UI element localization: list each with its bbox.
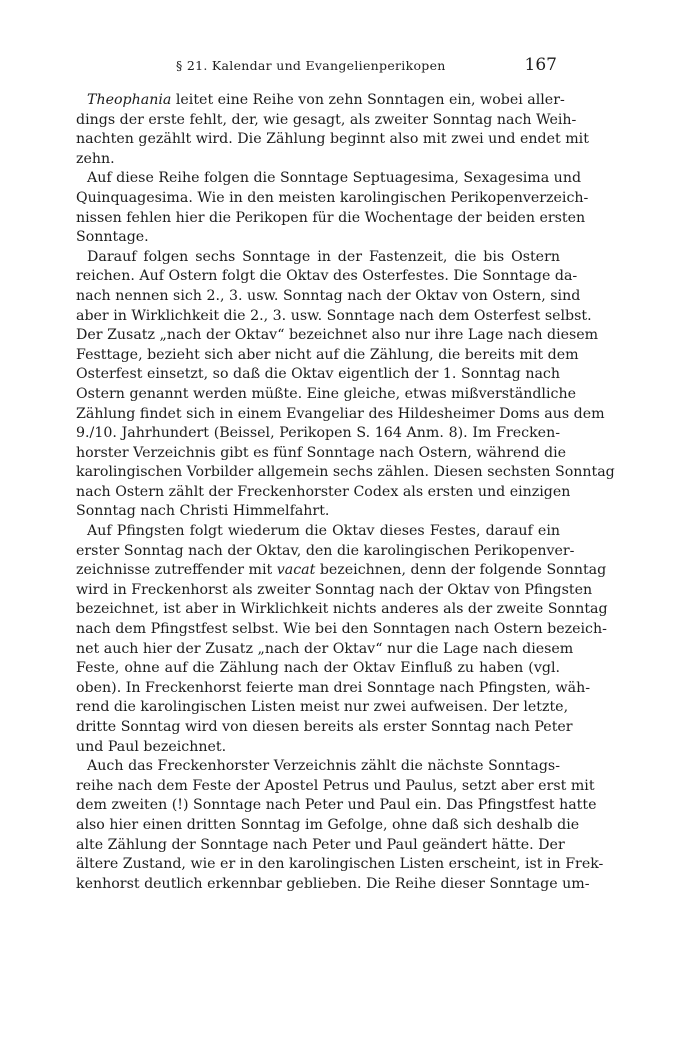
text-line	[76, 522, 560, 542]
text-line	[76, 169, 582, 189]
text-run: Osterfest einsetzt, so daß die Oktav eigentlich der 1. Sonntag nach	[76, 366, 560, 383]
text-run: Ostern genannt werden müßte. Eine gleiche, etwas mißverständliche	[76, 385, 576, 402]
text-line	[76, 307, 592, 327]
text-run: nach nennen sich 2., 3. usw. Sonntag nach der Oktav von Ostern, sind	[76, 287, 581, 304]
text-run: Feste, ohne auf die Zählung nach der Oktav Einfluß zu haben (vgl.	[76, 660, 560, 677]
page-header	[0, 55, 700, 80]
text-run: bezeichnet, ist aber in Wirklichkeit nichts anderes als der zweite Sonntag	[76, 601, 608, 618]
text-line	[76, 228, 560, 248]
text-line	[76, 757, 560, 777]
text-line	[76, 816, 580, 836]
text-line	[76, 640, 574, 660]
text-line	[76, 659, 560, 679]
text-line	[76, 777, 595, 797]
text-line	[76, 542, 575, 562]
text-run: zehn.	[76, 150, 115, 167]
text-run: Quinquagesima. Wie in den meisten karolingischen Perikopenverzeich-	[76, 189, 589, 206]
text-line	[76, 209, 586, 229]
text-line	[76, 91, 565, 111]
text-line	[76, 483, 571, 503]
text-line	[76, 444, 567, 464]
text-run: Festtage, bezieht sich aber nicht auf die Zählung, die bereits mit dem	[76, 346, 579, 363]
text-line	[76, 287, 581, 307]
text-run: oben). In Freckenhorst feierte man drei Sonntage nach Pfingsten, wäh-	[76, 679, 591, 696]
text-line	[76, 561, 607, 581]
running-head: § 21. Kalendar und Evangelienperikopen	[176, 58, 446, 73]
text-run: reihe nach dem Feste der Apostel Petrus und Paulus, setzt aber erst mit	[76, 777, 595, 794]
text-run: nach dem Pfingstfest selbst. Wie bei den Sonntagen nach Ostern bezeich-	[76, 621, 607, 638]
text-run: rend die karolingischen Listen meist nur zwei aufweisen. Der letzte,	[76, 699, 569, 716]
text-run: wird in Freckenhorst als zweiter Sonntag nach der Oktav von Pfingsten	[76, 581, 593, 598]
text-line	[76, 875, 590, 895]
text-line	[76, 463, 615, 483]
text-run: kenhorst deutlich erkennbar geblieben. Die Reihe dieser Sonntage um-	[76, 875, 590, 892]
italic-term: vacat	[276, 562, 316, 579]
text-line	[76, 502, 560, 522]
text-line	[76, 796, 597, 816]
text-line	[76, 189, 589, 209]
text-line	[76, 111, 577, 131]
text-run: nissen fehlen hier die Perikopen für die Wochentage der beiden ersten	[76, 209, 586, 226]
text-line	[76, 718, 573, 738]
text-run: bezeichnen, denn der folgende Sonntag	[315, 562, 607, 579]
text-run: net auch hier der Zusatz „nach der Oktav“ nur die Lage nach diesem	[76, 640, 574, 657]
text-line	[76, 698, 569, 718]
text-line	[76, 346, 579, 366]
text-line	[76, 365, 560, 385]
text-run: Auf diese Reihe folgen die Sonntage Septuagesima, Sexagesima und	[87, 170, 582, 187]
text-run: zeichnisse zutreffender mit	[76, 562, 277, 579]
text-run: karolingischen Vorbilder allgemein sechs zählen. Diesen sechsten Sonntag	[76, 464, 615, 481]
text-line	[76, 424, 560, 444]
text-run: alte Zählung der Sonntage nach Peter und Paul geändert hätte. Der	[76, 836, 565, 853]
text-line	[76, 738, 560, 758]
page-number: 167	[524, 55, 557, 75]
text-line	[76, 620, 607, 640]
text-line	[76, 130, 589, 150]
text-run: reichen. Auf Ostern folgt die Oktav des Osterfestes. Die Sonntage da-	[76, 268, 578, 285]
body-text	[76, 91, 615, 894]
text-run: Auch das Freckenhorster Verzeichnis zählt die nächste Sonntags-	[87, 758, 560, 775]
text-run: Auf Pfingsten folgt wiederum die Oktav dieses Festes, darauf ein	[87, 523, 560, 540]
italic-term: Theophania	[87, 92, 172, 108]
text-run: Sonntage.	[76, 229, 149, 246]
text-run: Zählung findet sich in einem Evangeliar des Hildesheimer Doms aus dem	[76, 405, 605, 422]
text-run: ältere Zustand, wie er in den karolingischen Listen erscheint, ist in Frek-	[76, 856, 604, 873]
text-run: nach Ostern zählt der Freckenhorster Codex als ersten und einzigen	[76, 483, 571, 500]
text-run: erster Sonntag nach der Oktav, den die karolingischen Perikopenver-	[76, 542, 575, 559]
text-line	[76, 405, 605, 425]
text-line	[76, 581, 593, 601]
text-run: dem zweiten (!) Sonntage nach Peter und Paul ein. Das Pfingstfest hatte	[76, 797, 597, 814]
text-run: dings der erste fehlt, der, wie gesagt, als zweiter Sonntag nach Weih-	[76, 111, 577, 128]
text-line	[76, 600, 608, 620]
text-line	[76, 836, 565, 856]
text-run: nachten gezählt wird. Die Zählung beginnt also mit zwei und endet mit	[76, 131, 589, 148]
text-line	[76, 385, 576, 405]
text-run: also hier einen dritten Sonntag im Gefolge, ohne daß sich deshalb die	[76, 816, 580, 833]
text-run: leitet eine Reihe von zehn Sonntagen ein, wobei aller-	[171, 92, 565, 108]
text-run: aber in Wirklichkeit die 2., 3. usw. Sonntage nach dem Osterfest selbst.	[76, 307, 592, 324]
text-line	[76, 267, 578, 287]
text-line	[76, 150, 560, 170]
text-run: horster Verzeichnis gibt es fünf Sonntage nach Ostern, während die	[76, 444, 567, 461]
text-run: dritte Sonntag wird von diesen bereits als erster Sonntag nach Peter	[76, 719, 573, 735]
text-line	[76, 326, 599, 346]
text-line	[76, 248, 560, 268]
text-run: Darauf folgen sechs Sonntage in der Fastenzeit, die bis Ostern	[87, 248, 560, 265]
text-run: 9./10. Jahrhundert (Beissel, Perikopen S. 164 Anm. 8). Im Frecken-	[76, 425, 560, 442]
text-line	[76, 855, 604, 875]
text-run: und Paul bezeichnet.	[76, 738, 227, 755]
text-run: Der Zusatz „nach der Oktav“ bezeichnet also nur ihre Lage nach diesem	[76, 327, 599, 344]
text-line	[76, 679, 591, 699]
text-run: Sonntag nach Christi Himmelfahrt.	[76, 503, 330, 520]
